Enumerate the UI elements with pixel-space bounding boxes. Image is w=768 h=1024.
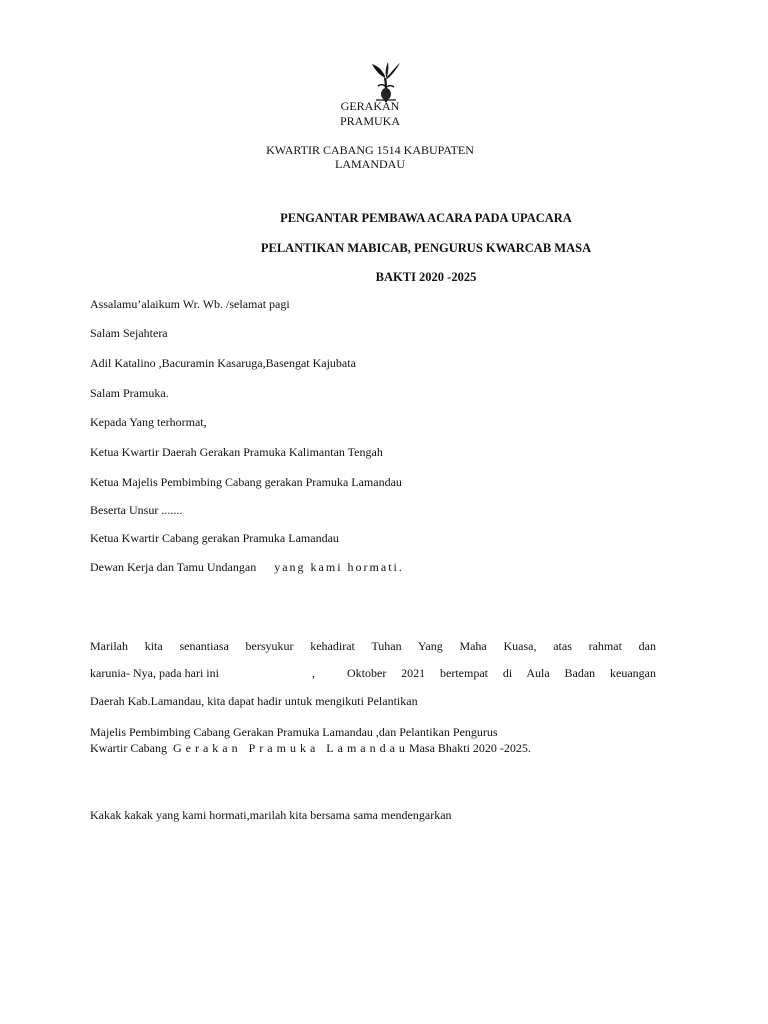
paragraph-2-line-1: Majelis Pembimbing Cabang Gerakan Pramuka Lamandau ,dan Pelantikan Pengurus [90, 725, 498, 739]
dewan-line [90, 560, 404, 575]
greeting-line: Ketua Kwartir Daerah Gerakan Pramuka Kalimantan Tengah [90, 445, 383, 459]
org-name-line1: GERAKAN [340, 99, 400, 113]
greeting-line: Salam Sejahtera [90, 326, 168, 340]
paragraph-1-line-2c: Oktober 2021 bertempat di Aula Badan keuangan [347, 666, 656, 680]
paragraph-1-line-2b: , [312, 666, 315, 680]
kwartir-name-line1: KWARTIR CABANG 1514 KABUPATEN [266, 143, 474, 157]
kwartir-name-line2: LAMANDAU [335, 157, 405, 171]
document-title-line3: BAKTI 2020 -2025 [375, 270, 477, 284]
dewan-spaced: yang kami hormati. [274, 560, 404, 574]
dewan-prefix: Dewan Kerja dan Tamu Undangan [90, 560, 257, 574]
paragraph-1-line-1: Marilah kita senantiasa bersyukur kehadirat Tuhan Yang Maha Kuasa, atas rahmat dan [90, 639, 656, 653]
paragraph-1-line-3: Daerah Kab.Lamandau, kita dapat hadir untuk mengikuti Pelantikan [90, 694, 418, 708]
greeting-line: Assalamu’alaikum Wr. Wb. /selamat pagi [90, 297, 290, 311]
greeting-line: Kepada Yang terhormat, [90, 415, 207, 429]
closing-line: Kakak kakak yang kami hormati,marilah kita bersama sama mendengarkan [90, 808, 452, 822]
paragraph-2-line-2b: Gerakan Pramuka Lamandau [172, 741, 409, 755]
greeting-line: Ketua Kwartir Cabang gerakan Pramuka Lamandau [90, 531, 339, 545]
paragraph-2-line-2 [90, 741, 531, 756]
document-title-line2: PELANTIKAN MABICAB, PENGURUS KWARCAB MASA [260, 241, 592, 255]
greeting-line: Adil Katalino ,Bacuramin Kasaruga,Basengat Kajubata [90, 356, 356, 370]
org-name-line2: PRAMUKA [339, 114, 400, 128]
paragraph-2-line-2c: Masa Bhakti 2020 -2025. [408, 741, 531, 755]
paragraph-2-line-2a: Kwartir Cabang [90, 741, 167, 755]
document-title-line1: PENGANTAR PEMBAWA ACARA PADA UPACARA [280, 211, 572, 225]
greeting-line: Salam Pramuka. [90, 386, 169, 400]
paragraph-1-line-2a: karunia- Nya, pada hari ini [90, 666, 219, 680]
greeting-line: Ketua Majelis Pembimbing Cabang gerakan Pramuka Lamandau [90, 475, 402, 489]
pramuka-logo-icon [368, 60, 404, 104]
greeting-line: Beserta Unsur ....... [90, 503, 183, 517]
